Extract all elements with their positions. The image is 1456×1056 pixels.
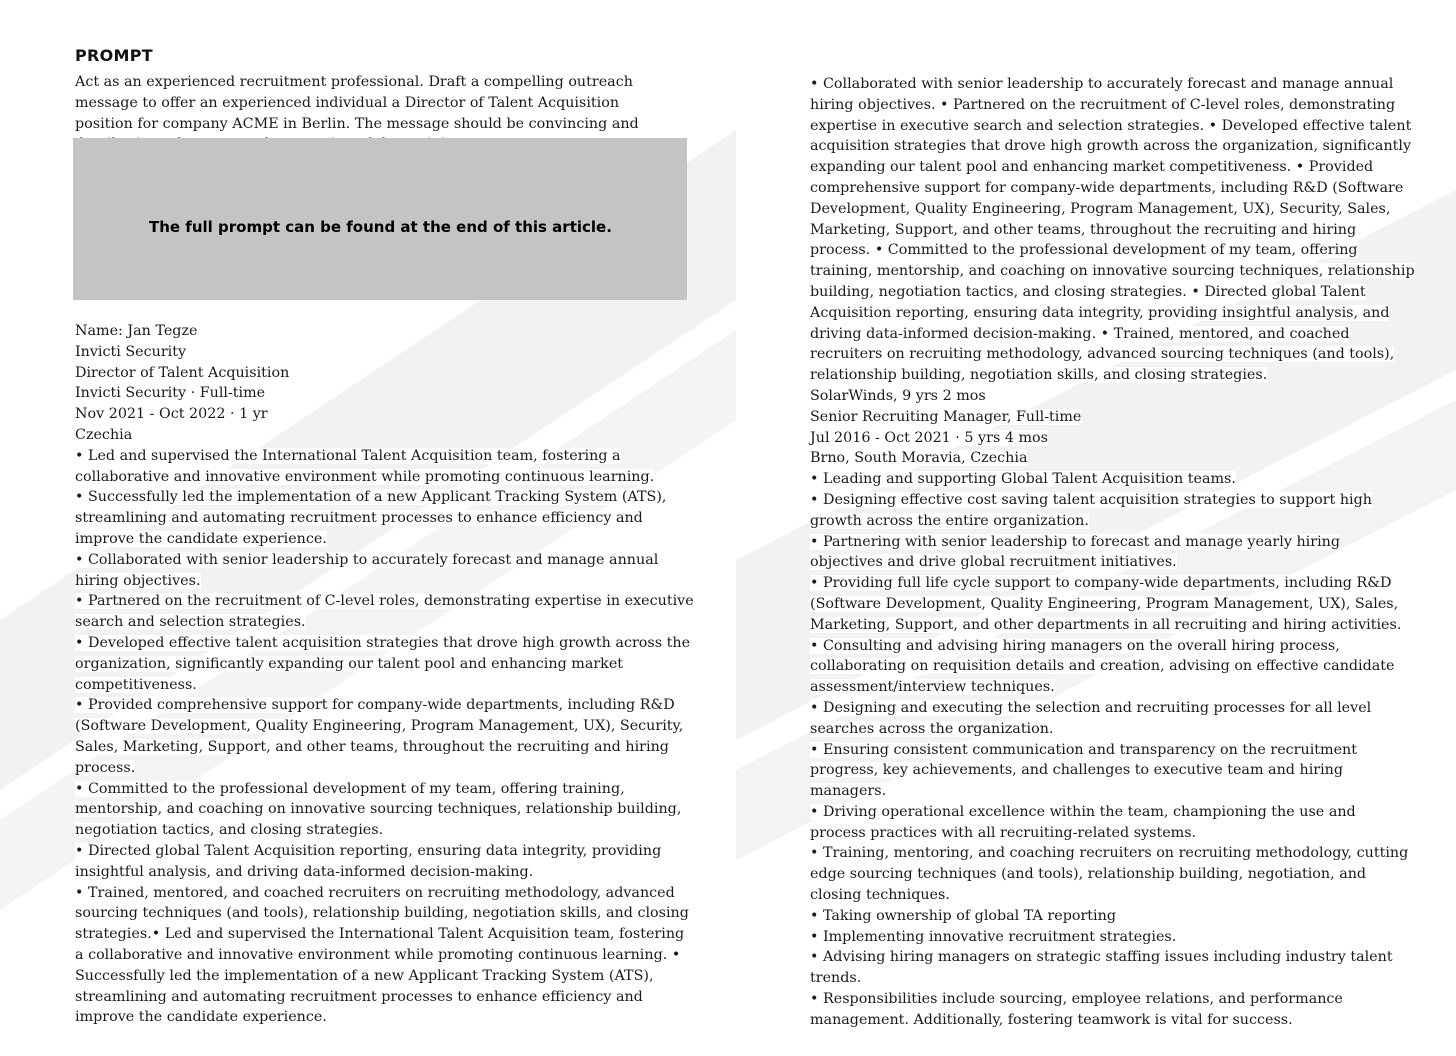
resume-line-text: Senior Recruiting Manager, Full-time <box>810 408 1082 425</box>
resume-left-column <box>75 321 695 1028</box>
resume-line-text: • Designing effective cost saving talent acquisition strategies to support high growth across the entire organization. <box>810 491 1372 529</box>
resume-line-text: • Developed effective talent acquisition strategies that drove high growth across the organization, significantly expanding our talent pool and enhancing market competitiveness. <box>75 634 691 693</box>
resume-line <box>810 74 1415 386</box>
resume-line-text: • Directed global Talent Acquisition reporting, ensuring data integrity, providing insightful analysis, and driving data-informed decision-making. <box>75 842 662 880</box>
resume-line-text: • Designing and executing the selection and recruiting processes for all level searches across the organization. <box>810 699 1372 737</box>
resume-line-text: • Driving operational excellence within the team, championing the use and process practices with all recruiting-related systems. <box>810 803 1356 841</box>
resume-line-text: • Consulting and advising hiring managers on the overall hiring process, collaborating on requisition details and creation, advising on effective candidate assessment/interview techniques. <box>810 637 1395 696</box>
resume-line <box>810 843 1415 905</box>
resume-line <box>75 342 695 363</box>
resume-line-text: • Responsibilities include sourcing, employee relations, and performance management. Additionally, fostering teamwork is vital for success. <box>810 991 1343 1028</box>
resume-line-text: • Successfully led the implementation of a new Applicant Tracking System (ATS), streamlining and automating recruitment processes to enhance efficiency and improve the candidate experience. <box>75 489 667 547</box>
resume-line <box>75 383 695 404</box>
resume-line <box>75 425 695 446</box>
resume-line-text: Nov 2021 - Oct 2022 · 1 yr <box>75 406 268 423</box>
resume-line-text: Jul 2016 - Oct 2021 · 5 yrs 4 mos <box>810 429 1048 446</box>
resume-line <box>810 386 1415 407</box>
prompt-heading: PROMPT <box>75 46 154 65</box>
prompt-text-content: Act as an experienced recruitment professional. Draft a compelling outreach message to offer an experienced individual a Director of Talent Acquisition position for company ACME in Berlin. The message should be convincing and <box>75 74 639 152</box>
resume-line <box>810 532 1415 574</box>
resume-right-column <box>810 74 1415 1031</box>
resume-line <box>810 802 1415 844</box>
resume-line <box>810 906 1415 927</box>
resume-line <box>810 636 1415 698</box>
resume-line-text: SolarWinds, 9 yrs 2 mos <box>810 387 986 404</box>
resume-line <box>75 404 695 425</box>
resume-line <box>75 550 695 592</box>
resume-line <box>75 841 695 883</box>
resume-line-text: • Providing full life cycle support to company-wide departments, including R&D (Software Development, Quality Engineering, Program Management, UX), Sales, Marketing, Support, and other departments in all recruiting and hiring activities. <box>810 575 1402 633</box>
resume-line <box>75 695 695 778</box>
resume-line <box>810 927 1415 948</box>
resume-line-text: • Advising hiring managers on strategic staffing issues including industry talent trends. <box>810 949 1393 987</box>
resume-line <box>810 698 1415 740</box>
resume-line-text: Brno, South Moravia, Czechia <box>810 450 1028 467</box>
resume-line <box>75 321 695 342</box>
resume-line-text: Name: Jan Tegze <box>75 323 198 339</box>
resume-line-text: • Partnered on the recruitment of C-level roles, demonstrating expertise in executive search and selection strategies. <box>75 593 694 631</box>
resume-line <box>75 779 695 841</box>
resume-line-text: • Taking ownership of global TA reporting <box>810 907 1116 924</box>
resume-line <box>75 363 695 384</box>
full-prompt-notice: The full prompt can be found at the end of this article. <box>149 218 612 236</box>
resume-line-text: • Collaborated with senior leadership to accurately forecast and manage annual hiring objectives. <box>75 551 659 589</box>
resume-line <box>810 469 1415 490</box>
resume-line <box>810 573 1415 635</box>
resume-line-text: • Collaborated with senior leadership to accurately forecast and manage annual hiring objectives. • Partnered on the recruitment of C-level roles, demonstrating expertise in executive search and selection strategies. • Developed effective talent acquisition strategies that drove high growth across the organization, significantly expanding our talent pool and enhancing market competitiveness. • Provided comprehensive support for company-wide departments, including R&D (Software Development, Quality Engineering, Program Management, UX), Security, Sales, Marketing, Support, and other teams, throughout the recruiting and hiring process. • Committed to the professional development of my team, offering training, mentorship, and coaching on innovative sourcing techniques, relationship building, negotiation tactics, and closing strategies. • Directed global Talent Acquisition reporting, ensuring data integrity, providing insightful analysis, and driving data-informed decision-making. • Trained, mentored, and coached recruiters on recruiting methodology, advanced sourcing techniques (and tools), relationship building, negotiation skills, and closing strategies. <box>810 76 1415 384</box>
resume-line <box>810 428 1415 449</box>
resume-line <box>810 989 1415 1031</box>
resume-line-text: • Provided comprehensive support for company-wide departments, including R&D (Software Development, Quality Engineering, Program Management, UX), Security, Sales, Marketing, Support, and other teams, throughout the recruiting and hiring process. <box>75 697 684 776</box>
resume-line-text: Invicti Security <box>75 343 187 360</box>
resume-line <box>75 487 695 549</box>
resume-line <box>810 407 1415 428</box>
resume-line-text: Director of Talent Acquisition <box>75 364 290 381</box>
resume-line-text: Invicti Security · Full-time <box>75 385 266 402</box>
resume-line <box>810 947 1415 989</box>
resume-line-text: • Trained, mentored, and coached recruiters on recruiting methodology, advanced sourcing techniques (and tools), relationship building, negotiation skills, and closing strategies.• Led and supervised the International Talent Acquisition team, fostering a collaborative and innovative environment while promoting continuous learning. • Successfully led the implementation of a new Applicant Tracking System (ATS), streamlining and automating recruitment processes to enhance efficiency and improve the candidate experience. <box>75 884 689 1026</box>
resume-line <box>75 633 695 695</box>
resume-line <box>75 591 695 633</box>
resume-line <box>810 448 1415 469</box>
resume-line <box>75 883 695 1029</box>
resume-line-text: • Ensuring consistent communication and transparency on the recruitment progress, key achievements, and challenges to executive team and hiring managers. <box>810 741 1358 800</box>
resume-line-text: Czechia <box>75 426 133 443</box>
resume-line-text: • Partnering with senior leadership to forecast and manage yearly hiring objectives and drive global recruitment initiatives. <box>810 533 1341 571</box>
resume-line <box>75 446 695 488</box>
resume-line <box>810 740 1415 802</box>
resume-line-text: • Led and supervised the International Talent Acquisition team, fostering a collaborative and innovative environment while promoting continuous learning. <box>75 447 655 485</box>
full-prompt-notice-box <box>73 138 687 300</box>
resume-line <box>810 490 1415 532</box>
resume-line-text: • Committed to the professional development of my team, offering training, mentorship, and coaching on innovative sourcing techniques, relationship building, negotiation tactics, and closing strategies. <box>75 780 682 839</box>
resume-line-text: • Leading and supporting Global Talent Acquisition teams. <box>810 471 1236 488</box>
resume-line-text: • Implementing innovative recruitment strategies. <box>810 928 1177 945</box>
resume-line-text: • Training, mentoring, and coaching recruiters on recruiting methodology, cutting edge sourcing techniques (and tools), relationship building, negotiation, and closing techniques. <box>810 845 1409 904</box>
